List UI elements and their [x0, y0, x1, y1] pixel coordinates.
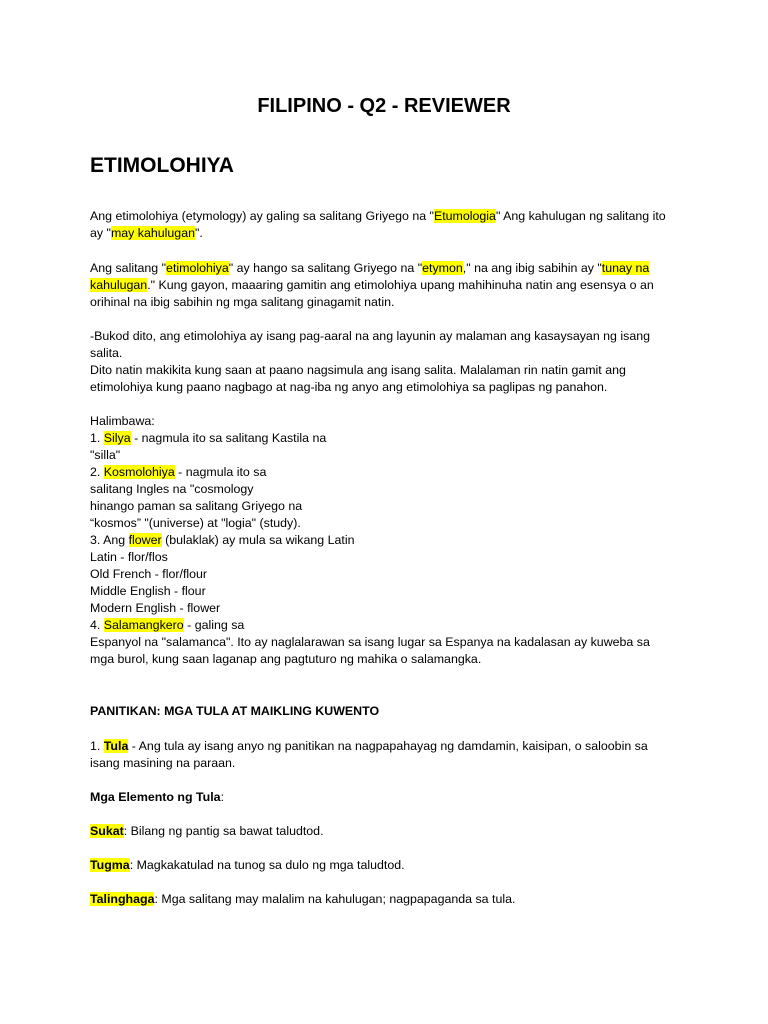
- text-line: salita.: [90, 346, 123, 360]
- text-run: 4.: [90, 618, 104, 632]
- text-run: - Ang tula ay isang anyo ng panitikan na nagpapahayag ng damdamin, kaisipan, o saloobin sa: [128, 739, 648, 753]
- text-line: isang masining na paraan.: [90, 756, 236, 770]
- highlight-tunay-na: tunay na: [601, 261, 650, 275]
- text-run: 1.: [90, 431, 104, 445]
- text-run: : Magkakatulad na tunog sa dulo ng mga taludtod.: [129, 858, 405, 872]
- document-title: FILIPINO - Q2 - REVIEWER: [257, 95, 511, 117]
- paragraph-history: [90, 328, 680, 396]
- text-line: Dito natin makikita kung saan at paano nagsimula ang isang salita. Malalaman rin natin gamit ang: [90, 363, 626, 377]
- highlight-sukat: Sukat: [90, 824, 124, 838]
- text-line: hinango paman sa salitang Griyego na: [90, 499, 303, 513]
- text-run: Ang etimolohiya (etymology) ay galing sa salitang Griyego na ": [90, 209, 434, 223]
- element-tugma: [90, 857, 680, 874]
- section-heading-panitikan: PANITIKAN: MGA TULA AT MAIKLING KUWENTO: [90, 704, 380, 718]
- highlight-etymon: etymon: [422, 261, 463, 275]
- highlight-kosmolohiya: Kosmolohiya: [103, 465, 175, 479]
- text-run: - nagmula ito sa salitang Kastila na: [130, 431, 327, 445]
- text-run: ." Kung gayon, maaaring gamitin ang etimolohiya upang mahihinuha natin ang esensya o an: [147, 278, 654, 292]
- text-line: Modern English - flower: [90, 601, 221, 615]
- examples-list: [90, 413, 680, 668]
- highlight-tugma: Tugma: [90, 858, 130, 872]
- section-heading-etimolohiya: ETIMOLOHIYA: [90, 154, 234, 177]
- highlight-silya: Silya: [103, 431, 131, 445]
- highlight-etimolohiya: etimolohiya: [166, 261, 229, 275]
- text-run: 1.: [90, 739, 104, 753]
- text-run: Ang salitang ": [90, 261, 167, 275]
- text-run: : Mga salitang may malalim na kahulugan; nagpapaganda sa tula.: [154, 892, 516, 906]
- highlight-talinghaga: Talinghaga: [90, 892, 155, 906]
- text-run: : Bilang ng pantig sa bawat taludtod.: [123, 824, 324, 838]
- highlight-kahulugan: kahulugan: [90, 278, 148, 292]
- text-line: Old French - flor/flour: [90, 567, 208, 581]
- text-run: 2.: [90, 465, 104, 479]
- text-run: 3. Ang: [90, 533, 129, 547]
- highlight-tula: Tula: [103, 739, 129, 753]
- text-line: “kosmos” "(universe) at "logia" (study).: [90, 516, 301, 530]
- text-line: -Bukod dito, ang etimolohiya ay isang pag-aaral na ang layunin ay malaman ang kasaysayan ng isang: [90, 329, 650, 343]
- text-line: etimolohiya kung paano nagbago at nag-iba ng anyo ang etimolohiya sa paglipas ng panahon.: [90, 380, 608, 394]
- paragraph-definition: [90, 208, 680, 242]
- text-run: :: [220, 790, 225, 804]
- highlight-may-kahulugan: may kahulugan: [110, 226, 195, 240]
- elements-label-text: Mga Elemento ng Tula: [90, 790, 221, 804]
- text-line: mga burol, kung saan laganap ang pagtuturo ng mahika o salamangka.: [90, 652, 482, 666]
- highlight-flower: flower: [128, 533, 162, 547]
- elements-label: [90, 789, 680, 806]
- element-sukat: [90, 823, 680, 840]
- text-run: " ay hango sa salitang Griyego na ": [228, 261, 423, 275]
- text-run: " Ang kahulugan ng salitang ito: [495, 209, 666, 223]
- text-run: - galing sa: [183, 618, 245, 632]
- highlight-etumologia: Etumologia: [433, 209, 496, 223]
- examples-label: Halimbawa:: [90, 414, 155, 428]
- text-line: "silla": [90, 448, 121, 462]
- text-run: (bulaklak) ay mula sa wikang Latin: [161, 533, 355, 547]
- text-line: Middle English - flour: [90, 584, 206, 598]
- text-line: salitang Ingles na "cosmology: [90, 482, 254, 496]
- text-line: Latin - flor/flos: [90, 550, 168, 564]
- text-run: ay ": [90, 226, 111, 240]
- highlight-salamangkero: Salamangkero: [103, 618, 184, 632]
- text-run: orihinal na ibig sabihin ng mga salitang ginagamit natin.: [90, 295, 395, 309]
- paragraph-etymon: [90, 260, 680, 311]
- text-run: ".: [194, 226, 203, 240]
- paragraph-tula: [90, 738, 680, 772]
- text-run: - nagmula ito sa: [174, 465, 267, 479]
- text-run: ," na ang ibig sabihin ay ": [462, 261, 602, 275]
- text-line: Espanyol na "salamanca". Ito ay naglalarawan sa isang lugar sa Espanya na kadalasan ay kuweba sa: [90, 635, 650, 649]
- element-talinghaga: [90, 891, 680, 908]
